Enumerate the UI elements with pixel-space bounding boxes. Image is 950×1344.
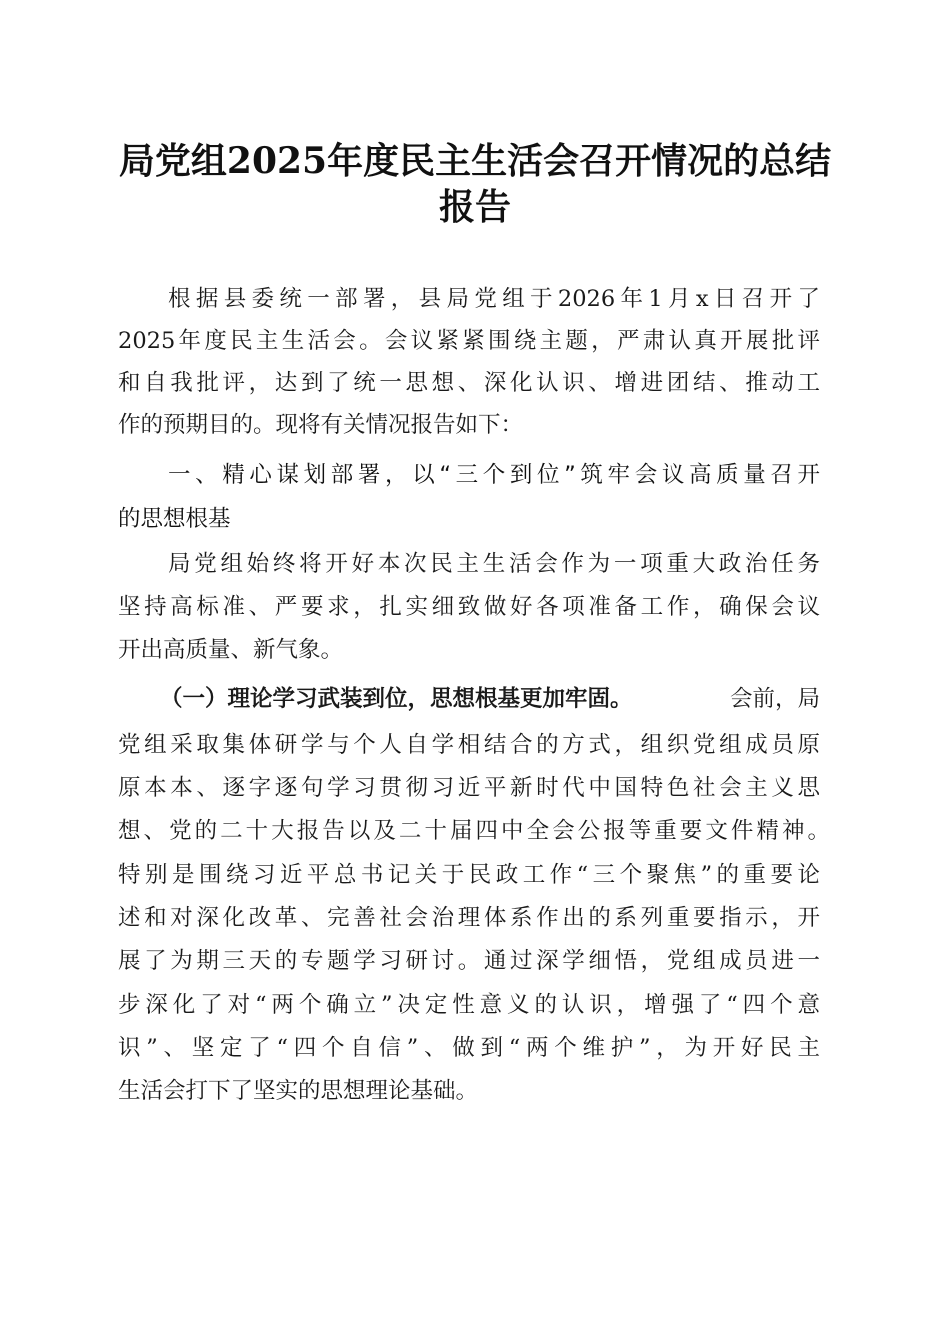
sub1-line-5: 特别是围绕习近平总书记关于民政工作“三个聚焦”的重要论 <box>118 862 820 888</box>
sub1-line-3: 原本本、逐字逐句学习贯彻习近平新时代中国特色社会主义思 <box>118 775 820 801</box>
intro-line-4: 作的预期目的。现将有关情况报告如下： <box>118 412 524 438</box>
sub1-lead-sentence: （一）理论学习武装到位，思想根基更加牢固。 <box>160 686 633 712</box>
sub1-line-9: 识”、坚定了“四个自信”、做到“两个维护”，为开好民主 <box>118 1035 820 1061</box>
p1-line-2: 坚持高标准、严要求，扎实细致做好各项准备工作，确保会议 <box>118 594 820 620</box>
sub1-line-2: 党组采取集体研学与个人自学相结合的方式，组织党组成员原 <box>118 732 820 758</box>
p1-line-3: 开出高质量、新气象。 <box>118 637 344 663</box>
document-title <box>100 138 850 230</box>
intro-line-3: 和自我批评，达到了统一思想、深化认识、增进团结、推动工 <box>118 370 820 396</box>
p1-line-1: 局党组始终将开好本次民主生活会作为一项重大政治任务 <box>168 551 820 577</box>
section-heading-line-2: 的思想根基 <box>118 506 231 532</box>
sub1-line-6: 述和对深化改革、完善社会治理体系作出的系列重要指示，开 <box>118 905 820 931</box>
intro-line-1: 根据县委统一部署，县局党组于2026年1月x日召开了 <box>168 286 820 312</box>
sub1-line-8: 步深化了对“两个确立”决定性意义的认识，增强了“四个意 <box>118 992 820 1018</box>
section-heading-line-1: 一、精心谋划部署，以“三个到位”筑牢会议高质量召开 <box>168 462 820 488</box>
sub1-line-1 <box>160 684 820 714</box>
sub1-line-7: 展了为期三天的专题学习研讨。通过深学细悟，党组成员进一 <box>118 948 820 974</box>
title-line-2: 报告 <box>438 186 511 228</box>
intro-line-2: 2025年度民主生活会。会议紧紧围绕主题，严肃认真开展批评 <box>118 328 820 354</box>
sub1-line-4: 想、党的二十大报告以及二十届四中全会公报等重要文件精神。 <box>118 818 830 844</box>
title-line-1: 局党组2025年度民主生活会召开情况的总结 <box>118 140 832 182</box>
sub1-line-10: 生活会打下了坚实的思想理论基础。 <box>118 1078 479 1104</box>
sub1-first-rest: 会前，局 <box>729 686 820 712</box>
